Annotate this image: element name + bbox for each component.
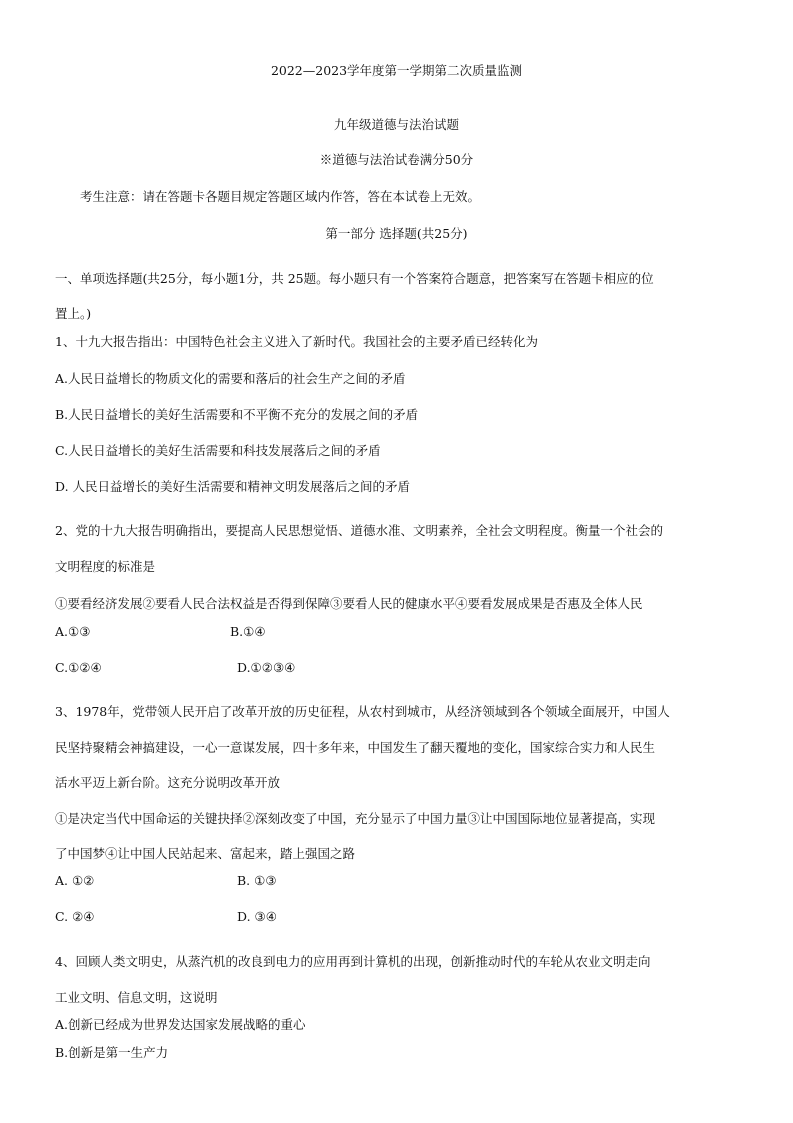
q1-option-a: A.人民日益增长的物质文化的需要和落后的社会生产之间的矛盾	[55, 371, 406, 386]
part1-title: 第一部分 选择题(共25分)	[325, 226, 468, 241]
q1-option-c: C.人民日益增长的美好生活需要和科技发展落后之间的矛盾	[55, 443, 381, 458]
q2-option-a: A.①③	[55, 624, 91, 639]
part1-instruction-line1: 一、单项选择题(共25分，每小题1分，共 25题。每小题只有一个答案符合题意，把答案写在答题卡相应的位	[55, 271, 654, 286]
part1-instruction-line2: 置上。)	[55, 306, 92, 321]
q2-stem-line1: 2、党的十九大报告明确指出，要提高人民思想觉悟、道德水准、文明素养，全社会文明程度。衡量一个社会的	[55, 523, 663, 538]
q2-stem-line2: 文明程度的标准是	[55, 559, 156, 574]
q3-stem-line2: 民坚持聚精会神搞建设，一心一意谋发展，四十多年来，中国发生了翻天覆地的变化，国家综合实力和人民生	[55, 740, 656, 755]
q3-option-d: D. ③④	[237, 909, 277, 924]
q2-option-c: C.①②④	[55, 660, 102, 675]
q3-option-a: A. ①②	[55, 873, 95, 888]
candidate-notice: 考生注意：请在答题卡各题目规定答题区域内作答，答在本试卷上无效。	[80, 189, 481, 204]
q2-option-d: D.①②③④	[237, 660, 296, 675]
q3-items-line1: ①是决定当代中国命运的关键抉择②深刻改变了中国，充分显示了中国力量③让中国国际地位显著提高，实现	[55, 811, 656, 826]
q3-stem-line1: 3、1978年，党带领人民开启了改革开放的历史征程，从农村到城市，从经济领域到各个领域全面展开，中国人	[55, 704, 670, 719]
q3-items-line2: 了中国梦④让中国人民站起来、富起来，踏上强国之路	[55, 846, 356, 861]
q4-stem-line2: 工业文明、信息文明，这说明	[55, 990, 218, 1005]
q4-option-b: B.创新是第一生产力	[55, 1045, 169, 1060]
q1-option-b: B.人民日益增长的美好生活需要和不平衡不充分的发展之间的矛盾	[55, 407, 419, 422]
q2-items: ①要看经济发展②要看人民合法权益是否得到保障③要看人民的健康水平④要看发展成果是否惠及全体人民	[55, 596, 643, 611]
q4-stem-line1: 4、回顾人类文明史，从蒸汽机的改良到电力的应用再到计算机的出现，创新推动时代的车轮从农业文明走向	[55, 954, 651, 969]
exam-subject-title: 九年级道德与法治试题	[333, 117, 459, 132]
q3-option-c: C. ②④	[55, 909, 95, 924]
q1-stem: 1、十九大报告指出：中国特色社会主义进入了新时代。我国社会的主要矛盾已经转化为	[55, 334, 538, 349]
q3-stem-line3: 活水平迈上新台阶。这充分说明改革开放	[55, 775, 281, 790]
score-note: ※道德与法治试卷满分50分	[319, 152, 474, 167]
exam-term-title: 2022—2023学年度第一学期第二次质量监测	[270, 63, 523, 78]
q2-option-b: B.①④	[230, 624, 266, 639]
q4-option-a: A.创新已经成为世界发达国家发展战略的重心	[55, 1017, 306, 1032]
q3-option-b: B. ①③	[237, 873, 277, 888]
q1-option-d: D. 人民日益增长的美好生活需要和精神文明发展落后之间的矛盾	[55, 479, 411, 494]
